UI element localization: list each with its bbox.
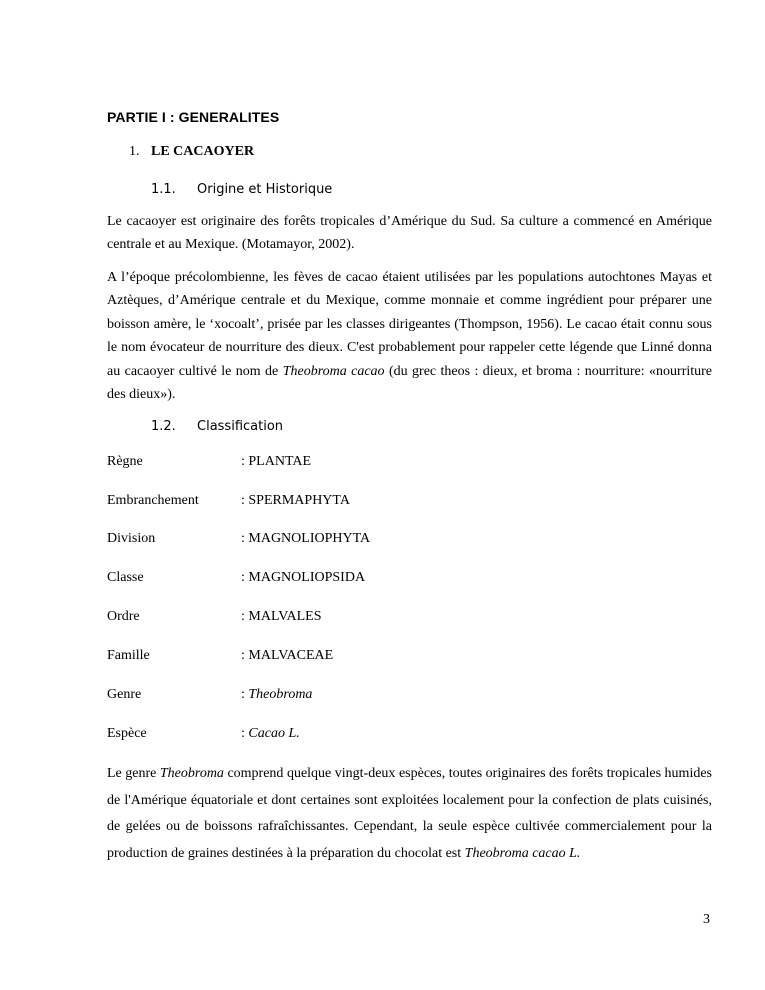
classification-row bbox=[107, 531, 712, 551]
classification-value: : SPERMAPHYTA bbox=[241, 493, 350, 508]
paragraph-history-end: (du grec theos : dieux, et broma : nourriture: «nourriture des dieux»). bbox=[107, 363, 713, 403]
classification-label: Classe bbox=[107, 570, 144, 585]
classification-label: Division bbox=[107, 531, 156, 546]
section-heading bbox=[129, 144, 254, 160]
classification-row bbox=[107, 570, 712, 590]
classification-row bbox=[107, 726, 712, 746]
paragraph-history-text: A l’époque précolombienne, les fèves de cacao étaient utilisées par les populations autochtones Mayas et Aztèques, d’Amérique centrale et du Mexique, comme monnaie et comme ingrédient pour préparer une boisson amère, le ‘xocoalt’, prisée par les classes dirigeantes (Thompson, 1956). Le cacao était connu sous le nom évocateur de nourriture des dieux. C'est probablement pour rappeler cette légende que Linné donna au cacaoyer cultivé le nom de bbox=[107, 270, 712, 379]
subsection-title: Classification bbox=[197, 419, 284, 434]
classification-label: Espèce bbox=[107, 726, 147, 741]
classification-prefix: : bbox=[241, 726, 249, 741]
genus-name: Theobroma bbox=[248, 687, 313, 702]
subsection-heading-origin bbox=[151, 182, 332, 197]
classification-label: Genre bbox=[107, 687, 142, 702]
classification-value: : MALVALES bbox=[241, 609, 322, 624]
classification-label: Embranchement bbox=[107, 493, 199, 508]
subsection-heading-classification bbox=[151, 419, 283, 434]
classification-row bbox=[107, 454, 712, 474]
classification-prefix: : bbox=[241, 687, 249, 702]
species-name: Cacao L. bbox=[248, 726, 300, 741]
classification-value: : MAGNOLIOPHYTA bbox=[241, 531, 371, 546]
species-name: Theobroma cacao L. bbox=[464, 845, 581, 861]
genus-name: Theobroma bbox=[159, 766, 224, 781]
classification-row bbox=[107, 493, 712, 513]
classification-value: : PLANTAE bbox=[241, 454, 312, 469]
subsection-title: Origine et Historique bbox=[197, 182, 333, 197]
subsection-number: 1.2. bbox=[151, 419, 176, 434]
paragraph-origin: Le cacaoyer est originaire des forêts tropicales d’Amérique du Sud. Sa culture a commencé en Amérique centrale et au Mexique. (Motamayor, 2002). bbox=[107, 214, 712, 253]
part-title: PARTIE I : GENERALITES bbox=[107, 109, 280, 125]
section-number: 1. bbox=[129, 144, 140, 159]
classification-label: Ordre bbox=[107, 609, 140, 624]
subsection-number: 1.1. bbox=[151, 182, 176, 197]
classification-row bbox=[107, 648, 712, 668]
classification-value bbox=[241, 687, 312, 703]
species-name: Theobroma cacao bbox=[282, 363, 385, 379]
section-title: LE CACAOYER bbox=[151, 144, 255, 159]
paragraph-history bbox=[107, 266, 712, 406]
classification-row bbox=[107, 687, 712, 707]
classification-label: Famille bbox=[107, 648, 150, 663]
classification-row bbox=[107, 609, 712, 629]
page-number: 3 bbox=[703, 912, 710, 927]
classification-value: : MALVACEAE bbox=[241, 648, 334, 663]
paragraph-genus bbox=[107, 761, 712, 867]
classification-value bbox=[241, 726, 300, 742]
classification-label: Règne bbox=[107, 454, 143, 469]
paragraph-genus-start: Le genre bbox=[107, 766, 160, 781]
paragraph-genus-text: comprend quelque vingt-deux espèces, toutes originaires des forêts tropicales humides de l'Amérique équatoriale et dont certaines sont exploitées localement pour la confection de plats cuisinés, de gelées ou de boissons rafraîchissantes. Cependant, la seule espèce cultivée commercialement pour la production de graines destinées à la préparation du chocolat est bbox=[107, 766, 712, 861]
classification-value: : MAGNOLIOPSIDA bbox=[241, 570, 366, 585]
